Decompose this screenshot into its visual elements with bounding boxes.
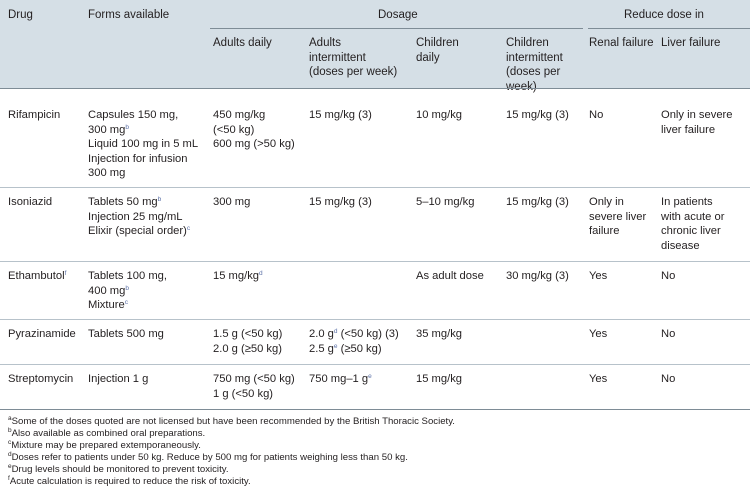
- row-streptomycin-forms: Injection 1 g: [88, 373, 149, 385]
- header-bottom-rule: [0, 88, 750, 89]
- footnote: $^b$Also available as combined oral preparations.: [8, 427, 206, 439]
- row-ethambutol-children-daily: As adult dose: [416, 270, 484, 282]
- row-divider: [0, 319, 750, 320]
- row-pyrazinamide-liver: No: [661, 328, 676, 340]
- row-ethambutol-liver: No: [661, 270, 676, 282]
- row-ethambutol-renal: Yes: [589, 270, 608, 282]
- row-divider: [0, 261, 750, 262]
- row-rifampicin-forms: Capsules 150 mg, 300 $mg^b$ Liquid 100 mg in 5 mL Injection for infusion 300 mg: [88, 109, 199, 179]
- footnote: $^d$Doses refer to patients under 50 kg. Reduce by 500 mg for patients weighing less than 50 kg.: [8, 451, 408, 463]
- dosage-group-rule: [210, 28, 583, 29]
- row-rifampicin-children-daily: 10 mg/kg: [416, 109, 463, 121]
- row-isoniazid-forms: Tablets 50 $mg^b$ Injection 25 mg/mL Elixir (special order)$^c$: [88, 196, 191, 237]
- header-reduce-dose: Reduce dose in: [624, 9, 704, 21]
- row-streptomycin-adults-intermittent: 750 mg–1 $g^e$: [309, 373, 372, 385]
- row-isoniazid-adults-daily: 300 mg: [213, 196, 251, 208]
- row-pyrazinamide-renal: Yes: [589, 328, 608, 340]
- row-pyrazinamide-drug: Pyrazinamide: [8, 328, 76, 340]
- row-ethambutol-forms: Tablets 100 mg, 400 $mg^b$ Mixture$^c$: [88, 270, 167, 311]
- row-isoniazid-children-daily: 5–10 mg/kg: [416, 196, 475, 208]
- row-rifampicin-liver: Only in severe liver failure: [661, 109, 733, 136]
- row-divider: [0, 364, 750, 365]
- row-pyrazinamide-forms: Tablets 500 mg: [88, 328, 164, 340]
- row-isoniazid-renal: Only in severe liver failure: [589, 196, 647, 237]
- row-ethambutol-drug: Ethambutol$^f$: [8, 270, 67, 282]
- header-children-daily: Children daily: [416, 37, 459, 64]
- row-rifampicin-adults-daily: 450 mg/kg (<50 kg) 600 mg (>50 kg): [213, 109, 295, 150]
- header-adults-intermittent: Adults intermittent (doses per week): [309, 37, 398, 78]
- footnote: $^f$Acute calculation is required to reduce the risk of toxicity.: [8, 475, 251, 487]
- row-pyrazinamide-adults-intermittent: 2.0 $g^d$ (<50 kg) (3) 2.5 $g^e$ (≥50 kg): [309, 328, 399, 355]
- row-rifampicin-children-intermittent: 15 mg/kg (3): [506, 109, 569, 121]
- row-rifampicin-drug: Rifampicin: [8, 109, 61, 121]
- table-bottom-rule: [0, 409, 750, 410]
- row-rifampicin-adults-intermittent: 15 mg/kg (3): [309, 109, 372, 121]
- reduce-group-rule: [588, 28, 750, 29]
- row-streptomycin-renal: Yes: [589, 373, 608, 385]
- footnote: $^c$Mixture may be prepared extemporaneously.: [8, 439, 201, 451]
- header-dosage: Dosage: [378, 9, 418, 21]
- row-isoniazid-liver: In patients with acute or chronic liver disease: [661, 196, 725, 252]
- header-renal-failure: Renal failure: [589, 37, 654, 49]
- header-liver-failure: Liver failure: [661, 37, 721, 49]
- header-forms: Forms available: [88, 9, 170, 21]
- row-pyrazinamide-adults-daily: 1.5 g (<50 kg) 2.0 g (≥50 kg): [213, 328, 283, 355]
- row-isoniazid-children-intermittent: 15 mg/kg (3): [506, 196, 569, 208]
- row-ethambutol-adults-daily: 15 $mg/kg^d$: [213, 270, 263, 282]
- row-streptomycin-drug: Streptomycin: [8, 373, 74, 385]
- header-children-intermittent: Children intermittent (doses per week): [506, 37, 563, 93]
- row-streptomycin-adults-daily: 750 mg (<50 kg) 1 g (<50 kg): [213, 373, 295, 400]
- header-adults-daily: Adults daily: [213, 37, 272, 49]
- row-pyrazinamide-children-daily: 35 mg/kg: [416, 328, 463, 340]
- row-rifampicin-renal: No: [589, 109, 604, 121]
- row-isoniazid-drug: Isoniazid: [8, 196, 53, 208]
- row-streptomycin-children-daily: 15 mg/kg: [416, 373, 463, 385]
- row-streptomycin-liver: No: [661, 373, 676, 385]
- footnote: $^e$Drug levels should be monitored to prevent toxicity.: [8, 463, 229, 475]
- row-divider: [0, 187, 750, 188]
- header-drug: Drug: [8, 9, 33, 21]
- row-isoniazid-adults-intermittent: 15 mg/kg (3): [309, 196, 372, 208]
- row-ethambutol-children-intermittent: 30 mg/kg (3): [506, 270, 569, 282]
- footnote: $^a$Some of the doses quoted are not licensed but have been recommended by the British Thoracic Society.: [8, 415, 455, 427]
